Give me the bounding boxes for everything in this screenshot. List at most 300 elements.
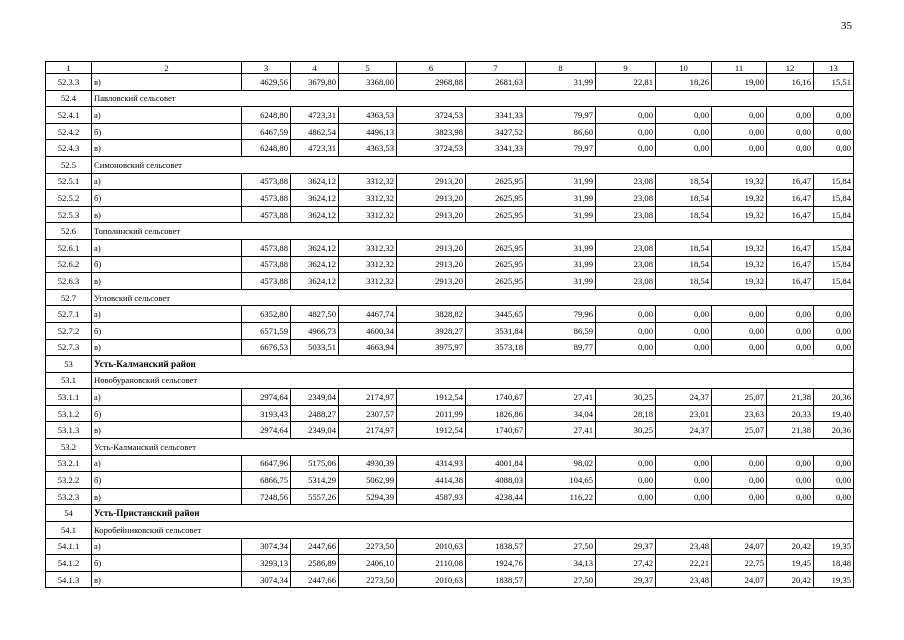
- value-cell: 2010,63: [397, 571, 466, 588]
- value-cell: 3823,98: [397, 123, 466, 140]
- value-cell: 16,47: [767, 173, 814, 190]
- value-cell: 4363,53: [339, 107, 397, 124]
- value-cell: 1912,54: [397, 389, 466, 406]
- value-cell: 4723,31: [291, 140, 339, 157]
- value-cell: 0,00: [767, 339, 814, 356]
- value-cell: 2625,95: [466, 273, 526, 290]
- value-cell: 4663,94: [339, 339, 397, 356]
- value-cell: 0,00: [596, 472, 656, 489]
- value-cell: 1924,76: [466, 555, 526, 572]
- value-cell: 0,00: [814, 488, 854, 505]
- value-cell: 89,77: [526, 339, 596, 356]
- value-cell: 3724,53: [397, 107, 466, 124]
- value-cell: 3624,12: [291, 239, 339, 256]
- column-number-8: 8: [526, 62, 596, 74]
- value-cell: 15,84: [814, 256, 854, 273]
- value-cell: 0,00: [712, 455, 767, 472]
- value-cell: 116,22: [526, 488, 596, 505]
- value-cell: 4930,39: [339, 455, 397, 472]
- value-cell: 18,54: [656, 173, 712, 190]
- column-number-5: 5: [339, 62, 397, 74]
- value-cell: 18,54: [656, 239, 712, 256]
- column-number-6: 6: [397, 62, 466, 74]
- value-cell: 2273,50: [339, 571, 397, 588]
- value-cell: 0,00: [656, 306, 712, 323]
- row-variant: б): [92, 190, 242, 207]
- value-cell: 0,00: [712, 140, 767, 157]
- value-cell: 0,00: [712, 123, 767, 140]
- value-cell: 31,99: [526, 74, 596, 91]
- value-cell: 31,99: [526, 173, 596, 190]
- section-code: 54: [46, 505, 92, 522]
- section-row: [46, 156, 854, 173]
- table-row: [46, 273, 854, 290]
- row-code: 52.5.2: [46, 190, 92, 207]
- value-cell: 4001,84: [466, 455, 526, 472]
- table-row: [46, 405, 854, 422]
- section-code: 52.6: [46, 223, 92, 240]
- section-row: [46, 372, 854, 389]
- section-row: [46, 223, 854, 240]
- value-cell: 0,00: [596, 107, 656, 124]
- value-cell: 4723,31: [291, 107, 339, 124]
- value-cell: 20,33: [767, 405, 814, 422]
- section-code: 53.1: [46, 372, 92, 389]
- row-variant: а): [92, 306, 242, 323]
- row-variant: а): [92, 455, 242, 472]
- table-row: [46, 306, 854, 323]
- section-code: 54.1: [46, 522, 92, 539]
- row-code: 54.1.2: [46, 555, 92, 572]
- row-variant: а): [92, 239, 242, 256]
- table-row: [46, 488, 854, 505]
- column-number-3: 3: [242, 62, 291, 74]
- table-row: [46, 455, 854, 472]
- row-variant: в): [92, 422, 242, 439]
- value-cell: 3312,32: [339, 173, 397, 190]
- value-cell: 3074,34: [242, 571, 291, 588]
- row-variant: б): [92, 555, 242, 572]
- value-cell: 2974,64: [242, 422, 291, 439]
- value-cell: 0,00: [767, 455, 814, 472]
- value-cell: 25,07: [712, 389, 767, 406]
- value-cell: 3928,27: [397, 322, 466, 339]
- value-cell: 30,25: [596, 422, 656, 439]
- section-title: Симоновский сельсовет: [92, 156, 854, 173]
- value-cell: 18,54: [656, 256, 712, 273]
- column-number-2: 2: [92, 62, 242, 74]
- row-variant: а): [92, 173, 242, 190]
- row-code: 52.7.2: [46, 322, 92, 339]
- value-cell: 0,00: [767, 472, 814, 489]
- value-cell: 18,26: [656, 74, 712, 91]
- value-cell: 23,48: [656, 571, 712, 588]
- value-cell: 4573,88: [242, 239, 291, 256]
- value-cell: 4363,53: [339, 140, 397, 157]
- value-cell: 21,38: [767, 422, 814, 439]
- row-code: 53.2.3: [46, 488, 92, 505]
- value-cell: 19,40: [814, 405, 854, 422]
- value-cell: 3312,32: [339, 256, 397, 273]
- value-cell: 19,35: [814, 538, 854, 555]
- value-cell: 31,99: [526, 206, 596, 223]
- value-cell: 16,16: [767, 74, 814, 91]
- value-cell: 0,00: [767, 107, 814, 124]
- value-cell: 20,42: [767, 538, 814, 555]
- value-cell: 4827,50: [291, 306, 339, 323]
- value-cell: 4573,88: [242, 206, 291, 223]
- value-cell: 22,75: [712, 555, 767, 572]
- column-number-12: 12: [767, 62, 814, 74]
- value-cell: 6248,80: [242, 107, 291, 124]
- value-cell: 0,00: [814, 322, 854, 339]
- value-cell: 31,99: [526, 239, 596, 256]
- value-cell: 0,00: [656, 123, 712, 140]
- table-row: [46, 74, 854, 91]
- row-variant: в): [92, 273, 242, 290]
- value-cell: 3293,13: [242, 555, 291, 572]
- value-cell: 1826,86: [466, 405, 526, 422]
- table-row: [46, 123, 854, 140]
- table-row: [46, 538, 854, 555]
- row-variant: в): [92, 571, 242, 588]
- row-code: 53.2.1: [46, 455, 92, 472]
- value-cell: 0,00: [656, 322, 712, 339]
- value-cell: 2406,10: [339, 555, 397, 572]
- value-cell: 27,41: [526, 422, 596, 439]
- value-cell: 2625,95: [466, 239, 526, 256]
- value-cell: 0,00: [767, 322, 814, 339]
- row-code: 54.1.1: [46, 538, 92, 555]
- row-variant: в): [92, 339, 242, 356]
- value-cell: 4587,93: [397, 488, 466, 505]
- value-cell: 2968,88: [397, 74, 466, 91]
- value-cell: 3531,84: [466, 322, 526, 339]
- value-cell: 16,47: [767, 256, 814, 273]
- row-variant: б): [92, 322, 242, 339]
- value-cell: 0,00: [656, 455, 712, 472]
- value-cell: 4573,88: [242, 190, 291, 207]
- row-code: 52.4.3: [46, 140, 92, 157]
- value-cell: 19,32: [712, 206, 767, 223]
- row-code: 52.7.3: [46, 339, 92, 356]
- value-cell: 2586,89: [291, 555, 339, 572]
- value-cell: 27,50: [526, 571, 596, 588]
- value-cell: 28,18: [596, 405, 656, 422]
- value-cell: 5314,29: [291, 472, 339, 489]
- value-cell: 2307,57: [339, 405, 397, 422]
- value-cell: 15,84: [814, 273, 854, 290]
- value-cell: 3193,43: [242, 405, 291, 422]
- value-cell: 2913,20: [397, 206, 466, 223]
- section-code: 52.4: [46, 90, 92, 107]
- row-variant: б): [92, 123, 242, 140]
- value-cell: 23,08: [596, 190, 656, 207]
- value-cell: 2349,04: [291, 422, 339, 439]
- value-cell: 23,01: [656, 405, 712, 422]
- value-cell: 0,00: [596, 455, 656, 472]
- data-table: [45, 61, 854, 588]
- column-number-10: 10: [656, 62, 712, 74]
- row-code: 53.1.1: [46, 389, 92, 406]
- value-cell: 16,47: [767, 190, 814, 207]
- value-cell: 20,42: [767, 571, 814, 588]
- value-cell: 16,47: [767, 273, 814, 290]
- page-number: 35: [841, 20, 852, 32]
- row-code: 52.5.1: [46, 173, 92, 190]
- value-cell: 4573,88: [242, 256, 291, 273]
- table-row: [46, 206, 854, 223]
- section-row: [46, 90, 854, 107]
- value-cell: 3624,12: [291, 273, 339, 290]
- value-cell: 3312,32: [339, 206, 397, 223]
- row-variant: в): [92, 140, 242, 157]
- district-title: Усть-Пристанский район: [92, 505, 854, 522]
- value-cell: 4414,38: [397, 472, 466, 489]
- value-cell: 2625,95: [466, 173, 526, 190]
- value-cell: 4314,93: [397, 455, 466, 472]
- value-cell: 0,00: [656, 472, 712, 489]
- value-cell: 3312,32: [339, 273, 397, 290]
- column-number-header-row: [46, 62, 854, 74]
- value-cell: 15,84: [814, 173, 854, 190]
- row-code: 54.1.3: [46, 571, 92, 588]
- value-cell: 4573,88: [242, 273, 291, 290]
- value-cell: 2011,99: [397, 405, 466, 422]
- value-cell: 23,08: [596, 273, 656, 290]
- value-cell: 3427,52: [466, 123, 526, 140]
- value-cell: 31,99: [526, 273, 596, 290]
- value-cell: 1740,67: [466, 422, 526, 439]
- value-cell: 0,00: [656, 140, 712, 157]
- value-cell: 0,00: [656, 107, 712, 124]
- value-cell: 3624,12: [291, 173, 339, 190]
- section-title: Коробейниковский сельсовет: [92, 522, 854, 539]
- value-cell: 1912,54: [397, 422, 466, 439]
- value-cell: 21,38: [767, 389, 814, 406]
- value-cell: 31,99: [526, 190, 596, 207]
- table-row: [46, 555, 854, 572]
- value-cell: 104,65: [526, 472, 596, 489]
- value-cell: 98,02: [526, 455, 596, 472]
- value-cell: 27,50: [526, 538, 596, 555]
- value-cell: 3975,97: [397, 339, 466, 356]
- value-cell: 79,97: [526, 107, 596, 124]
- value-cell: 15,84: [814, 206, 854, 223]
- row-variant: в): [92, 488, 242, 505]
- value-cell: 31,99: [526, 256, 596, 273]
- value-cell: 2913,20: [397, 190, 466, 207]
- value-cell: 2110,08: [397, 555, 466, 572]
- column-number-7: 7: [466, 62, 526, 74]
- row-code: 52.6.3: [46, 273, 92, 290]
- value-cell: 22,81: [596, 74, 656, 91]
- value-cell: 5033,51: [291, 339, 339, 356]
- value-cell: 2625,95: [466, 206, 526, 223]
- value-cell: 79,96: [526, 306, 596, 323]
- value-cell: 3341,33: [466, 107, 526, 124]
- value-cell: 5294,39: [339, 488, 397, 505]
- value-cell: 3445,65: [466, 306, 526, 323]
- value-cell: 0,00: [814, 123, 854, 140]
- value-cell: 15,84: [814, 239, 854, 256]
- table-row: [46, 107, 854, 124]
- value-cell: 3624,12: [291, 190, 339, 207]
- table-row: [46, 140, 854, 157]
- value-cell: 4088,03: [466, 472, 526, 489]
- district-title: Усть-Калманский район: [92, 356, 854, 373]
- value-cell: 4496,13: [339, 123, 397, 140]
- value-cell: 79,97: [526, 140, 596, 157]
- value-cell: 2681,63: [466, 74, 526, 91]
- table-row: [46, 422, 854, 439]
- value-cell: 24,07: [712, 538, 767, 555]
- value-cell: 0,00: [712, 107, 767, 124]
- value-cell: 6352,80: [242, 306, 291, 323]
- value-cell: 3368,00: [339, 74, 397, 91]
- value-cell: 15,51: [814, 74, 854, 91]
- value-cell: 23,63: [712, 405, 767, 422]
- row-variant: б): [92, 472, 242, 489]
- row-variant: в): [92, 74, 242, 91]
- value-cell: 3312,32: [339, 190, 397, 207]
- value-cell: 0,00: [814, 455, 854, 472]
- value-cell: 3724,53: [397, 140, 466, 157]
- value-cell: 3341,33: [466, 140, 526, 157]
- value-cell: 19,32: [712, 190, 767, 207]
- value-cell: 0,00: [596, 306, 656, 323]
- value-cell: 86,59: [526, 322, 596, 339]
- value-cell: 18,48: [814, 555, 854, 572]
- value-cell: 0,00: [656, 339, 712, 356]
- value-cell: 3573,18: [466, 339, 526, 356]
- value-cell: 2349,04: [291, 389, 339, 406]
- row-variant: а): [92, 107, 242, 124]
- column-number-11: 11: [712, 62, 767, 74]
- value-cell: 2174,97: [339, 422, 397, 439]
- row-code: 52.4.1: [46, 107, 92, 124]
- value-cell: 0,00: [596, 322, 656, 339]
- value-cell: 6647,96: [242, 455, 291, 472]
- value-cell: 18,54: [656, 273, 712, 290]
- value-cell: 3074,34: [242, 538, 291, 555]
- section-row: [46, 439, 854, 456]
- value-cell: 18,54: [656, 206, 712, 223]
- value-cell: 1838,57: [466, 538, 526, 555]
- value-cell: 19,32: [712, 273, 767, 290]
- value-cell: 0,00: [814, 339, 854, 356]
- value-cell: 6866,75: [242, 472, 291, 489]
- value-cell: 24,37: [656, 422, 712, 439]
- value-cell: 24,37: [656, 389, 712, 406]
- value-cell: 0,00: [596, 123, 656, 140]
- value-cell: 0,00: [596, 339, 656, 356]
- value-cell: 23,08: [596, 173, 656, 190]
- value-cell: 0,00: [814, 306, 854, 323]
- value-cell: 16,47: [767, 239, 814, 256]
- section-code: 52.7: [46, 289, 92, 306]
- value-cell: 5175,06: [291, 455, 339, 472]
- value-cell: 23,48: [656, 538, 712, 555]
- table-row: [46, 571, 854, 588]
- value-cell: 0,00: [712, 339, 767, 356]
- row-code: 52.6.1: [46, 239, 92, 256]
- value-cell: 4966,73: [291, 322, 339, 339]
- section-row: [46, 522, 854, 539]
- value-cell: 0,00: [767, 140, 814, 157]
- value-cell: 0,00: [596, 140, 656, 157]
- value-cell: 4600,34: [339, 322, 397, 339]
- section-code: 53.2: [46, 439, 92, 456]
- table-row: [46, 472, 854, 489]
- value-cell: 3679,80: [291, 74, 339, 91]
- value-cell: 16,47: [767, 206, 814, 223]
- value-cell: 34,13: [526, 555, 596, 572]
- value-cell: 3828,82: [397, 306, 466, 323]
- value-cell: 0,00: [767, 306, 814, 323]
- value-cell: 25,07: [712, 422, 767, 439]
- value-cell: 4467,74: [339, 306, 397, 323]
- value-cell: 19,00: [712, 74, 767, 91]
- row-code: 53.1.3: [46, 422, 92, 439]
- value-cell: 0,00: [712, 306, 767, 323]
- table-row: [46, 322, 854, 339]
- value-cell: 0,00: [814, 107, 854, 124]
- value-cell: 23,08: [596, 206, 656, 223]
- value-cell: 20,36: [814, 389, 854, 406]
- value-cell: 0,00: [814, 472, 854, 489]
- table-row: [46, 389, 854, 406]
- value-cell: 29,37: [596, 538, 656, 555]
- value-cell: 19,32: [712, 239, 767, 256]
- value-cell: 27,41: [526, 389, 596, 406]
- value-cell: 6571,59: [242, 322, 291, 339]
- value-cell: 2174,97: [339, 389, 397, 406]
- value-cell: 19,32: [712, 173, 767, 190]
- value-cell: 0,00: [596, 488, 656, 505]
- table-row: [46, 239, 854, 256]
- value-cell: 22,21: [656, 555, 712, 572]
- value-cell: 0,00: [712, 472, 767, 489]
- table-row: [46, 190, 854, 207]
- value-cell: 34,04: [526, 405, 596, 422]
- row-variant: а): [92, 389, 242, 406]
- value-cell: 2273,50: [339, 538, 397, 555]
- value-cell: 4862,54: [291, 123, 339, 140]
- row-code: 52.6.2: [46, 256, 92, 273]
- section-title: Новобурановский сельсовет: [92, 372, 854, 389]
- table-row: [46, 173, 854, 190]
- column-number-4: 4: [291, 62, 339, 74]
- value-cell: 2913,20: [397, 256, 466, 273]
- value-cell: 3624,12: [291, 256, 339, 273]
- value-cell: 7248,56: [242, 488, 291, 505]
- value-cell: 30,25: [596, 389, 656, 406]
- value-cell: 2913,20: [397, 239, 466, 256]
- value-cell: 0,00: [712, 488, 767, 505]
- value-cell: 19,45: [767, 555, 814, 572]
- value-cell: 2625,95: [466, 190, 526, 207]
- section-code: 52.5: [46, 156, 92, 173]
- value-cell: 2974,64: [242, 389, 291, 406]
- value-cell: 6467,59: [242, 123, 291, 140]
- row-code: 52.3.3: [46, 74, 92, 91]
- value-cell: 0,00: [712, 322, 767, 339]
- row-code: 52.4.2: [46, 123, 92, 140]
- table-row: [46, 339, 854, 356]
- row-variant: б): [92, 405, 242, 422]
- value-cell: 4629,56: [242, 74, 291, 91]
